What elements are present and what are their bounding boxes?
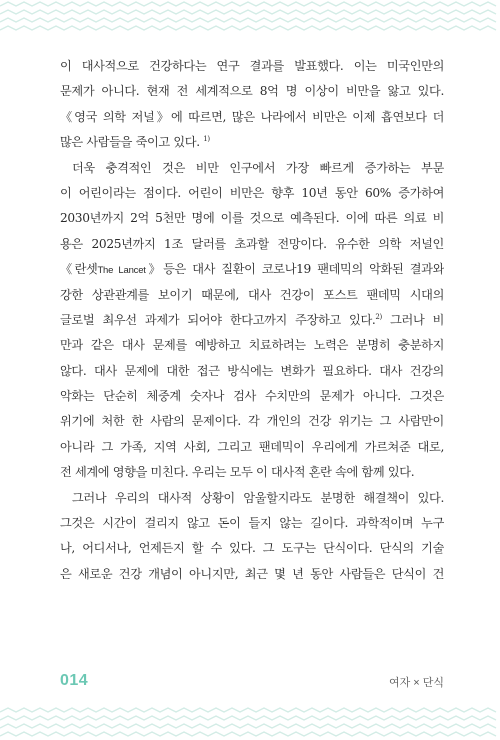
wave-pattern-top [0, 0, 500, 34]
text-line: 용은 2025년까지 1조 달러를 초과할 전망이다. 유수한 의학 저널인 [60, 236, 444, 251]
text-line: 더욱 충격적인 것은 비만 인구에서 가장 빠르게 증가하는 부문 [72, 160, 444, 175]
journal-name-latin: The Lancet [97, 265, 146, 277]
text-run: 많은 사람들을 죽이고 있다. [60, 135, 200, 150]
wave-pattern-bottom [0, 706, 500, 740]
text-line: 문제가 아니다. 현재 전 세계적으로 8억 명 이상이 비만을 앓고 있다. [60, 84, 444, 99]
text-line: 2030년까지 2억 5천만 명에 이를 것으로 예측된다. 이에 따른 의료 비 [60, 211, 444, 226]
footnote-marker: 1) [203, 135, 210, 144]
text-line [60, 257, 444, 282]
text-run: 글로벌 최우선 과제가 되어야 한다고까지 주장하고 있다. [60, 312, 376, 327]
text-run: 그러나 비 [381, 312, 444, 327]
text-line: 은 새로운 건강 개념이 아니지만, 최근 몇 년 동안 사람들은 단식이 건 [60, 566, 444, 581]
text-line: 이 대사적으로 건강하다는 연구 결과를 발표했다. 이는 미국인만의 [60, 59, 444, 73]
text-line: 않다. 대사 문제에 대한 접근 방식에는 변화가 필요하다. 대사 건강의 [60, 363, 444, 378]
text-line: 강한 상관관계를 보이기 때문에, 대사 건강이 포스트 팬데믹 시대의 [60, 287, 444, 302]
text-line: 위기에 처한 한 사람의 문제이다. 각 개인의 건강 위기는 그 사람만이 [60, 414, 444, 429]
text-line: 그러나 우리의 대사적 상황이 암울할지라도 분명한 해결책이 있다. [72, 490, 444, 505]
text-line: 악화는 단순히 체중계 숫자나 검사 수치만의 문제가 아니다. 그것은 [60, 389, 444, 404]
footnote-marker: 2) [375, 312, 382, 321]
text-line: 이 어린이라는 점이다. 어린이 비만은 향후 10년 동안 60% 증가하여 [60, 185, 444, 200]
text-line: 《영국 의학 저널》에 따르면, 많은 나라에서 비만은 이제 흡연보다 더 [60, 109, 444, 124]
bottom-wave-border [0, 706, 500, 740]
text-line: 전 세계에 영향을 미친다. 우리는 모두 이 대사적 혼란 속에 함께 있다. [60, 465, 415, 480]
text-line [60, 308, 444, 333]
body-text [60, 54, 444, 587]
text-line: 나, 어디서나, 언제든지 할 수 있다. 그 도구는 단식이다. 단식의 기술 [60, 541, 444, 556]
running-footer-title: 여자 × 단식 [388, 677, 444, 689]
text-run: 《란셋 [60, 262, 98, 277]
page-number: 014 [60, 672, 89, 689]
top-wave-border [0, 0, 500, 34]
text-line [60, 130, 444, 155]
text-line: 만과 같은 대사 문제를 예방하고 치료하려는 노력은 분명히 충분하지 [60, 338, 444, 353]
text-run: 》등은 대사 질환이 코로나19 팬데믹의 악화된 결과와 [145, 262, 444, 277]
text-line: 그것은 시간이 걸리지 않고 돈이 들지 않는 길이다. 과학적이며 누구 [60, 516, 444, 531]
text-line: 아니라 그 가족, 지역 사회, 그리고 팬데믹이 우리에게 가르쳐준 대로, [60, 439, 444, 454]
